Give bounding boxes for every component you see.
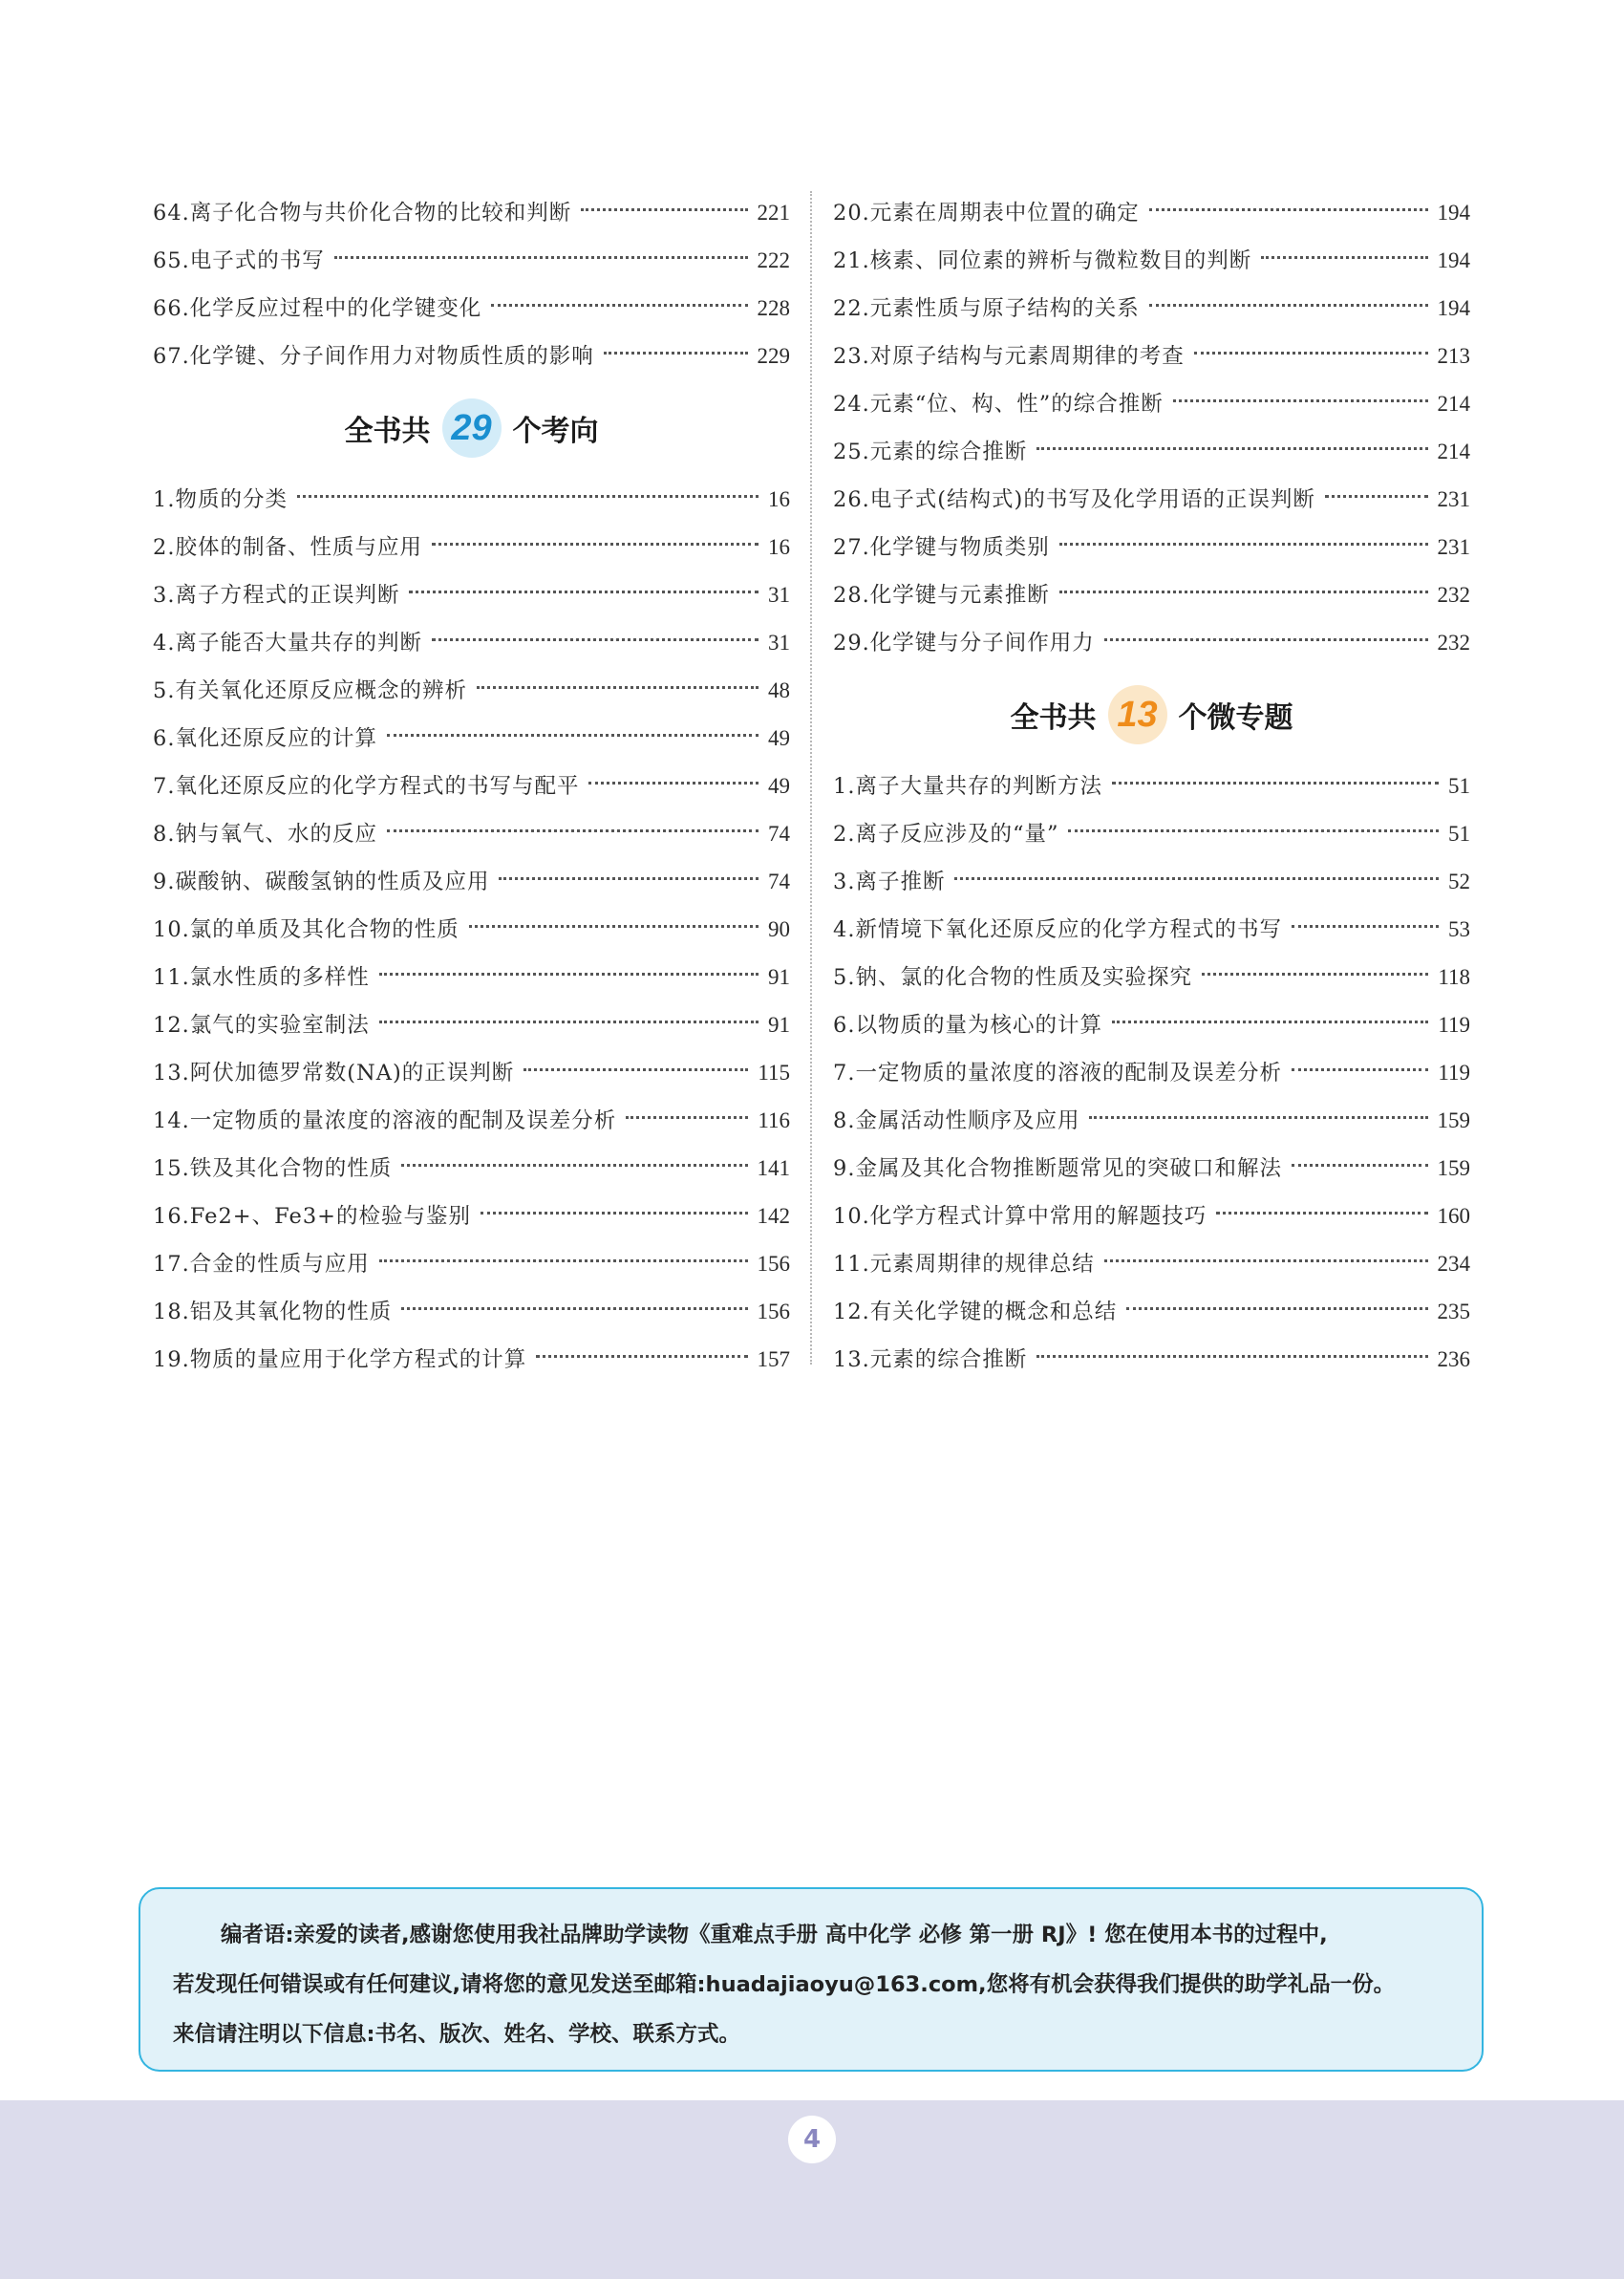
toc-entry-page: 236 bbox=[1437, 1347, 1470, 1371]
toc-entry bbox=[153, 285, 790, 333]
toc-entry-title: 10.氯的单质及其化合物的性质 bbox=[153, 917, 459, 942]
toc-entry bbox=[153, 906, 790, 954]
toc-entry bbox=[833, 1001, 1470, 1049]
dot-leader bbox=[1126, 1307, 1427, 1310]
toc-entry-page: 31 bbox=[768, 631, 790, 655]
toc-entry bbox=[833, 571, 1470, 619]
toc-entry bbox=[153, 476, 790, 524]
toc-entry-page: 53 bbox=[1448, 917, 1470, 941]
toc-entry bbox=[833, 906, 1470, 954]
toc-entry-title: 9.碳酸钠、碳酸氢钠的性质及应用 bbox=[153, 870, 490, 894]
toc-entry bbox=[833, 380, 1470, 428]
dot-leader bbox=[477, 686, 759, 689]
toc-entry-page: 90 bbox=[768, 917, 790, 941]
dot-leader bbox=[524, 1068, 748, 1071]
toc-entry-title: 11.氯水性质的多样性 bbox=[153, 965, 370, 990]
page-number: 4 bbox=[788, 2116, 836, 2163]
dot-leader bbox=[491, 304, 747, 307]
toc-entry-title: 21.核素、同位素的辨析与微粒数目的判断 bbox=[833, 248, 1252, 273]
count-badge: 13 bbox=[1108, 685, 1167, 744]
toc-entry bbox=[833, 524, 1470, 571]
toc-entry-page: 228 bbox=[757, 296, 790, 320]
dot-leader bbox=[1149, 208, 1428, 211]
toc-entry bbox=[153, 571, 790, 619]
toc-entry-page: 115 bbox=[758, 1061, 790, 1085]
dot-leader bbox=[432, 638, 759, 641]
toc-entry bbox=[833, 1145, 1470, 1193]
toc-entry bbox=[833, 1049, 1470, 1097]
toc-entry-title: 20.元素在周期表中位置的确定 bbox=[833, 201, 1140, 226]
toc-entry-title: 1.物质的分类 bbox=[153, 487, 288, 512]
toc-entry-page: 159 bbox=[1437, 1156, 1470, 1180]
editor-note-box bbox=[139, 1887, 1484, 2072]
toc-entry-page: 16 bbox=[768, 535, 790, 559]
section-heading-29 bbox=[153, 380, 790, 476]
toc-entry-title: 6.以物质的量为核心的计算 bbox=[833, 1013, 1102, 1038]
toc-entry-title: 15.铁及其化合物的性质 bbox=[153, 1156, 393, 1181]
count-badge: 29 bbox=[442, 398, 502, 458]
toc-entry bbox=[153, 954, 790, 1001]
toc-entry-page: 142 bbox=[757, 1204, 790, 1228]
editor-note-line-3: 来信请注明以下信息:书名、版次、姓名、学校、联系方式。 bbox=[173, 2022, 740, 2047]
toc-entry-page: 91 bbox=[768, 1013, 790, 1037]
editor-note-line-1: 编者语:亲爱的读者,感谢您使用我社品牌助学读物《重难点手册 高中化学 必修 第一册 RJ》! 您在使用本书的过程中, bbox=[221, 1923, 1328, 1947]
toc-entry-page: 231 bbox=[1437, 535, 1470, 559]
section-heading-prefix: 全书共 bbox=[1010, 701, 1097, 735]
toc-entry bbox=[153, 1049, 790, 1097]
dot-leader bbox=[1089, 1116, 1427, 1119]
dot-leader bbox=[1202, 973, 1428, 976]
dot-leader bbox=[604, 352, 748, 355]
toc-entry bbox=[833, 954, 1470, 1001]
dot-leader bbox=[536, 1355, 747, 1358]
dot-leader bbox=[1036, 1355, 1427, 1358]
toc-entry-title: 2.胶体的制备、性质与应用 bbox=[153, 535, 422, 560]
toc-entry-page: 194 bbox=[1437, 248, 1470, 272]
toc-entry-title: 13.阿伏加德罗常数(NA)的正误判断 bbox=[153, 1061, 515, 1086]
toc-list-top-right bbox=[833, 189, 1470, 667]
toc-entry-page: 91 bbox=[768, 965, 790, 989]
toc-entry-title: 67.化学键、分子间作用力对物质性质的影响 bbox=[153, 344, 594, 369]
toc-entry-title: 28.化学键与元素推断 bbox=[833, 583, 1050, 608]
dot-leader bbox=[401, 1307, 747, 1310]
dot-leader bbox=[401, 1164, 747, 1167]
toc-entry bbox=[153, 763, 790, 810]
toc-entry bbox=[833, 858, 1470, 906]
toc-entry bbox=[833, 1097, 1470, 1145]
toc-entry-page: 118 bbox=[1438, 965, 1470, 989]
toc-entry bbox=[153, 810, 790, 858]
toc-entry bbox=[153, 1097, 790, 1145]
toc-entry-page: 51 bbox=[1448, 774, 1470, 798]
toc-entry-page: 51 bbox=[1448, 822, 1470, 846]
toc-entry-title: 19.物质的量应用于化学方程式的计算 bbox=[153, 1347, 527, 1372]
dot-leader bbox=[1104, 638, 1428, 641]
toc-entry-title: 6.氧化还原反应的计算 bbox=[153, 726, 377, 751]
toc-entry-title: 17.合金的性质与应用 bbox=[153, 1252, 370, 1277]
dot-leader bbox=[1112, 782, 1439, 785]
toc-entry-title: 27.化学键与物质类别 bbox=[833, 535, 1050, 560]
toc-entry-page: 234 bbox=[1437, 1252, 1470, 1276]
toc-entry-title: 7.一定物质的量浓度的溶液的配制及误差分析 bbox=[833, 1061, 1282, 1086]
dot-leader bbox=[387, 734, 759, 737]
dot-leader bbox=[1194, 352, 1428, 355]
toc-entry-page: 52 bbox=[1448, 870, 1470, 893]
toc-entry bbox=[153, 858, 790, 906]
toc-entry-title: 1.离子大量共存的判断方法 bbox=[833, 774, 1102, 799]
toc-entry-title: 9.金属及其化合物推断题常见的突破口和解法 bbox=[833, 1156, 1282, 1181]
toc-entry bbox=[153, 715, 790, 763]
toc-entry bbox=[833, 810, 1470, 858]
toc-entry-page: 141 bbox=[757, 1156, 790, 1180]
dot-leader bbox=[954, 877, 1439, 880]
toc-entry-page: 156 bbox=[757, 1252, 790, 1276]
dot-leader bbox=[1036, 447, 1427, 450]
toc-entry-title: 3.离子方程式的正误判断 bbox=[153, 583, 400, 608]
toc-entry-title: 65.电子式的书写 bbox=[153, 248, 325, 273]
toc-entry-page: 74 bbox=[768, 870, 790, 893]
toc-entry bbox=[153, 1288, 790, 1336]
dot-leader bbox=[1325, 495, 1428, 498]
toc-entry-page: 232 bbox=[1437, 583, 1470, 607]
toc-entry-title: 2.离子反应涉及的“量” bbox=[833, 822, 1059, 847]
toc-entry-page: 119 bbox=[1438, 1013, 1470, 1037]
toc-entry-page: 157 bbox=[757, 1347, 790, 1371]
dot-leader bbox=[1292, 925, 1439, 928]
toc-entry-page: 31 bbox=[768, 583, 790, 607]
toc-entry-page: 214 bbox=[1437, 392, 1470, 416]
toc-entry bbox=[833, 619, 1470, 667]
toc-entry bbox=[153, 1145, 790, 1193]
dot-leader bbox=[387, 829, 759, 832]
toc-entry-title: 64.离子化合物与共价化合物的比较和判断 bbox=[153, 201, 572, 226]
toc-entry-page: 194 bbox=[1437, 296, 1470, 320]
toc-entry-page: 231 bbox=[1437, 487, 1470, 511]
dot-leader bbox=[1173, 399, 1428, 402]
toc-entry-title: 11.元素周期律的规律总结 bbox=[833, 1252, 1095, 1277]
toc-entry-page: 160 bbox=[1437, 1204, 1470, 1228]
toc-entry-page: 119 bbox=[1438, 1061, 1470, 1085]
section-heading-suffix: 个微专题 bbox=[1178, 701, 1293, 735]
toc-entry bbox=[833, 333, 1470, 380]
toc-entry bbox=[153, 1193, 790, 1240]
toc-entry-page: 16 bbox=[768, 487, 790, 511]
toc-entry-page: 116 bbox=[758, 1108, 790, 1132]
toc-entry bbox=[153, 1001, 790, 1049]
toc-entry bbox=[833, 189, 1470, 237]
toc-entry-page: 48 bbox=[768, 678, 790, 702]
toc-entry-title: 8.钠与氧气、水的反应 bbox=[153, 822, 377, 847]
dot-leader bbox=[1104, 1259, 1428, 1262]
toc-entry bbox=[153, 189, 790, 237]
toc-list-top-left bbox=[153, 189, 790, 380]
toc-entry-title: 12.氯气的实验室制法 bbox=[153, 1013, 370, 1038]
toc-entry-title: 66.化学反应过程中的化学键变化 bbox=[153, 296, 482, 321]
column-divider bbox=[810, 191, 812, 1365]
toc-entry bbox=[833, 285, 1470, 333]
toc-entry bbox=[833, 763, 1470, 810]
toc-entry bbox=[833, 237, 1470, 285]
toc-entry bbox=[153, 619, 790, 667]
toc-entry-page: 213 bbox=[1437, 344, 1470, 368]
toc-entry bbox=[833, 1193, 1470, 1240]
toc-entry-page: 159 bbox=[1437, 1108, 1470, 1132]
toc-entry bbox=[833, 1336, 1470, 1384]
toc-right-column bbox=[833, 189, 1470, 1384]
dot-leader bbox=[1149, 304, 1428, 307]
dot-leader bbox=[409, 591, 759, 593]
dot-leader bbox=[1216, 1212, 1427, 1215]
dot-leader bbox=[1059, 543, 1428, 546]
toc-entry-title: 7.氧化还原反应的化学方程式的书写与配平 bbox=[153, 774, 580, 799]
dot-leader bbox=[499, 877, 759, 880]
dot-leader bbox=[1068, 829, 1439, 832]
toc-entry-page: 235 bbox=[1437, 1300, 1470, 1323]
toc-left-column bbox=[153, 189, 790, 1384]
toc-entry-title: 18.铝及其氧化物的性质 bbox=[153, 1300, 393, 1324]
toc-entry bbox=[153, 667, 790, 715]
toc-entry-page: 229 bbox=[757, 344, 790, 368]
toc-entry-title: 4.离子能否大量共存的判断 bbox=[153, 631, 422, 656]
toc-entry bbox=[833, 476, 1470, 524]
toc-entry bbox=[833, 1288, 1470, 1336]
toc-entry-title: 22.元素性质与原子结构的关系 bbox=[833, 296, 1140, 321]
dot-leader bbox=[1059, 591, 1428, 593]
dot-leader bbox=[469, 925, 759, 928]
toc-entry bbox=[153, 237, 790, 285]
dot-leader bbox=[626, 1116, 748, 1119]
toc-entry-page: 214 bbox=[1437, 440, 1470, 463]
section-heading-13 bbox=[833, 667, 1470, 763]
dot-leader bbox=[1261, 256, 1427, 259]
toc-entry bbox=[153, 1336, 790, 1384]
toc-entry bbox=[833, 1240, 1470, 1288]
toc-entry-title: 13.元素的综合推断 bbox=[833, 1347, 1028, 1372]
toc-entry-title: 3.离子推断 bbox=[833, 870, 946, 894]
toc-entry-title: 16.Fe2+、Fe3+的检验与鉴别 bbox=[153, 1204, 472, 1229]
toc-entry-title: 23.对原子结构与元素周期律的考查 bbox=[833, 344, 1185, 369]
toc-entry-title: 29.化学键与分子间作用力 bbox=[833, 631, 1095, 656]
toc-list-main-left bbox=[153, 476, 790, 1384]
toc-entry-page: 49 bbox=[768, 726, 790, 750]
toc-entry-title: 26.电子式(结构式)的书写及化学用语的正误判断 bbox=[833, 487, 1315, 512]
dot-leader bbox=[297, 495, 759, 498]
toc-entry-page: 221 bbox=[757, 201, 790, 225]
toc-entry-title: 5.钠、氯的化合物的性质及实验探究 bbox=[833, 965, 1192, 990]
toc-entry-page: 222 bbox=[757, 248, 790, 272]
toc-entry-title: 10.化学方程式计算中常用的解题技巧 bbox=[833, 1204, 1207, 1229]
toc-entry-title: 12.有关化学键的概念和总结 bbox=[833, 1300, 1118, 1324]
dot-leader bbox=[1292, 1164, 1428, 1167]
dot-leader bbox=[481, 1212, 747, 1215]
toc-entry-page: 74 bbox=[768, 822, 790, 846]
toc-entry bbox=[153, 333, 790, 380]
toc-entry-title: 8.金属活动性顺序及应用 bbox=[833, 1108, 1080, 1133]
dot-leader bbox=[1292, 1068, 1428, 1071]
toc-entry bbox=[153, 1240, 790, 1288]
toc-entry-title: 4.新情境下氧化还原反应的化学方程式的书写 bbox=[833, 917, 1282, 942]
editor-note-line-2: 若发现任何错误或有任何建议,请将您的意见发送至邮箱:huadajiaoyu@163.com,您将有机会获得我们提供的助学礼品一份。 bbox=[173, 1972, 1396, 1997]
dot-leader bbox=[379, 973, 759, 976]
toc-entry-title: 5.有关氧化还原反应概念的辨析 bbox=[153, 678, 467, 703]
toc-entry-page: 156 bbox=[757, 1300, 790, 1323]
section-heading-prefix: 全书共 bbox=[344, 415, 431, 448]
toc-entry-title: 25.元素的综合推断 bbox=[833, 440, 1028, 464]
section-heading-suffix: 个考向 bbox=[512, 415, 599, 448]
toc-entry-page: 232 bbox=[1437, 631, 1470, 655]
dot-leader bbox=[334, 256, 748, 259]
dot-leader bbox=[581, 208, 747, 211]
dot-leader bbox=[379, 1259, 748, 1262]
dot-leader bbox=[588, 782, 759, 785]
toc-list-main-right bbox=[833, 763, 1470, 1384]
dot-leader bbox=[432, 543, 759, 546]
toc-entry bbox=[153, 524, 790, 571]
toc-entry bbox=[833, 428, 1470, 476]
dot-leader bbox=[379, 1021, 759, 1023]
toc-entry-title: 14.一定物质的量浓度的溶液的配制及误差分析 bbox=[153, 1108, 617, 1133]
toc-entry-title: 24.元素“位、构、性”的综合推断 bbox=[833, 392, 1164, 417]
toc-entry-page: 49 bbox=[768, 774, 790, 798]
toc-entry-page: 194 bbox=[1437, 201, 1470, 225]
dot-leader bbox=[1112, 1021, 1428, 1023]
